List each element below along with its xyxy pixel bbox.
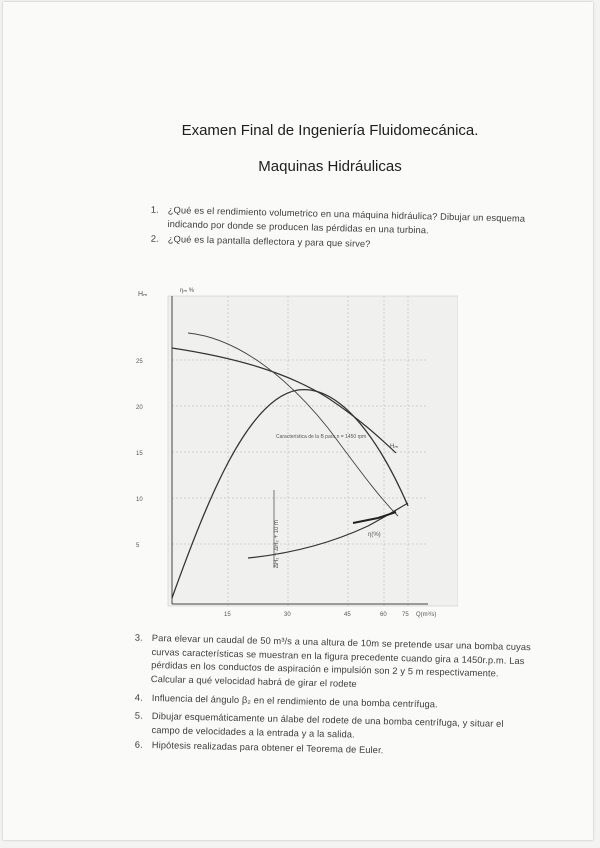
system-head-label: ΔH₁ + ΔH₂ + 10 m (274, 519, 280, 568)
pump-curve-figure (128, 278, 458, 628)
question-5-number: 5. (134, 710, 143, 721)
x-axis-label: Q(m³/s) (416, 612, 437, 618)
y-tick-label: 20 (136, 405, 143, 411)
question-2-text: ¿Qué es la pantalla deflectora y para que sirve? (167, 233, 371, 249)
characteristic-label: Característica de la B para n = 1450 rpm (276, 434, 367, 440)
y-tick-label: 25 (136, 359, 143, 365)
y-tick-label: 5 (136, 543, 140, 549)
y-tick-label: 10 (136, 497, 143, 503)
question-6-text: Hipótesis realizadas para obtener el Teorema de Euler. (151, 739, 384, 756)
question-1-text: ¿Qué es el rendimiento volumetrico en una máquina hidráulica? Dibujar un esquema indicando por donde se producen las pérdidas en una turbina. (167, 204, 526, 235)
y-tick-label: 15 (136, 451, 143, 457)
question-3 (134, 632, 532, 695)
exam-title: Examen Final de Ingeniería Fluidomecánica. (181, 122, 479, 139)
exam-subtitle: Maquinas Hidráulicas (258, 158, 402, 175)
efficiency-label: η(%) (368, 532, 381, 538)
question-5-text: Dibujar esquemáticamente un álabe del rodete de una bomba centrífuga, y situar el campo de velocidades a la entrada y a la salida. (151, 710, 504, 740)
question-3-text: Para elevar un caudal de 50 m³/s a una altura de 10m se pretende usar una bomba cuyas curvas características se muestran en la figura precedente cuando gira a 1450r.p.m. Las pérdidas en los conductos de aspiración e impulsión son 2 y 5 m respectivamente. Calcular a qué velocidad habrá de girar el rodete (150, 632, 531, 689)
head-curve-label: Hₘ (390, 444, 399, 450)
question-4-number: 4. (134, 692, 143, 703)
x-tick-label: 75 (402, 612, 409, 618)
question-1-number: 1. (150, 204, 159, 215)
x-tick-label: 60 (380, 612, 387, 618)
question-4-text: Influencia del ángulo β₂ en el rendimiento de una bomba centrífuga. (151, 692, 438, 710)
x-tick-label: 30 (284, 612, 291, 618)
figure-background (168, 296, 458, 606)
y-axis-label: Hₘ (138, 291, 148, 298)
x-tick-label: 45 (344, 612, 351, 618)
eta-axis-label: ηₘ % (180, 288, 195, 294)
question-3-number: 3. (134, 632, 143, 643)
x-tick-label: 15 (224, 612, 231, 618)
question-6-number: 6. (134, 739, 143, 750)
question-2-number: 2. (150, 233, 159, 244)
